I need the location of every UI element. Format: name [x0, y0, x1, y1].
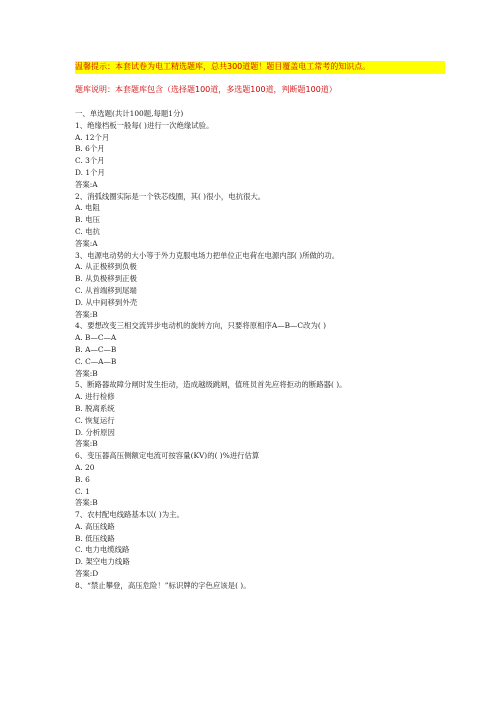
answer-line: 答案:B: [75, 498, 98, 508]
option-line: C. 电抗: [75, 226, 100, 236]
question-line: 7、农村配电线路基本以( )为主。: [75, 510, 184, 520]
option-line: D. 1个月: [75, 167, 105, 177]
option-line: A. B—C—A: [75, 333, 117, 343]
option-line: C. 3个月: [75, 156, 105, 166]
question-line: 6、变压器高压侧额定电流可按容量(KV)的( )%进行估算: [75, 451, 260, 461]
question-line: 3、电源电动势的大小等于外力克服电场力把单位正电荷在电源内部( )所做的功。: [75, 250, 340, 260]
option-line: B. 6: [75, 474, 90, 484]
question-list: [75, 108, 475, 592]
option-line: B. 低压线路: [75, 533, 115, 543]
option-line: A. 进行检修: [75, 392, 115, 402]
answer-line: 答案:A: [75, 179, 98, 189]
option-line: B. 脱离系统: [75, 403, 115, 413]
option-line: D. 从中间移到外壳: [75, 297, 138, 307]
question-bank-description: 题库说明：本套题库包含（选择题100道，多选题100道，判断题100道）: [75, 85, 337, 94]
answer-line: 答案:A: [75, 238, 98, 248]
option-line: A. 从正极移到负极: [75, 262, 137, 272]
option-line: C. 1: [75, 486, 90, 496]
answer-line: 答案:D: [75, 569, 99, 579]
answer-line: 答案:B: [75, 309, 98, 319]
answer-line: 答案:B: [75, 368, 98, 378]
question-line: 8、“禁止攀登，高压危险！”标识牌的字色应该是( )。: [75, 580, 251, 590]
option-line: B. 从负极移到正极: [75, 274, 137, 284]
question-line: 4、要想改变三相交流异步电动机的旋转方向，只要将原相序A—B—C改为( ): [75, 321, 326, 331]
option-line: D. 分析原因: [75, 427, 115, 437]
option-line: D. 架空电力线路: [75, 557, 130, 567]
option-line: C. 电力电缆线路: [75, 545, 130, 555]
question-line: 5、断路器故障分闸时发生拒动，造成越级跳闸，值班员首先应将拒动的断路器( )。: [75, 380, 347, 390]
option-line: B. 电压: [75, 215, 100, 225]
option-line: A. 20: [75, 462, 95, 472]
question-line: 2、消弧线圈实际是一个铁芯线圈，其( )很小，电抗很大。: [75, 191, 266, 201]
option-line: B. A—C—B: [75, 344, 117, 354]
section-heading: 一、单选题(共计100题,每题1分): [75, 109, 184, 118]
option-line: A. 电阻: [75, 203, 100, 213]
question-line: 1、绝缘档板一般每( )进行一次绝缘试验。: [75, 120, 214, 130]
option-line: C. 从首端移到尾端: [75, 285, 137, 295]
option-line: B. 6个月: [75, 144, 105, 154]
option-line: C. 恢复运行: [75, 415, 115, 425]
warning-banner: 温馨提示：本套试卷为电工精选题库，总共300道题！题目覆盖电工常考的知识点。: [75, 61, 445, 74]
option-line: A. 高压线路: [75, 521, 115, 531]
option-line: C. C—A—B: [75, 356, 117, 366]
answer-line: 答案:B: [75, 439, 98, 449]
option-line: A. 12个月: [75, 132, 110, 142]
